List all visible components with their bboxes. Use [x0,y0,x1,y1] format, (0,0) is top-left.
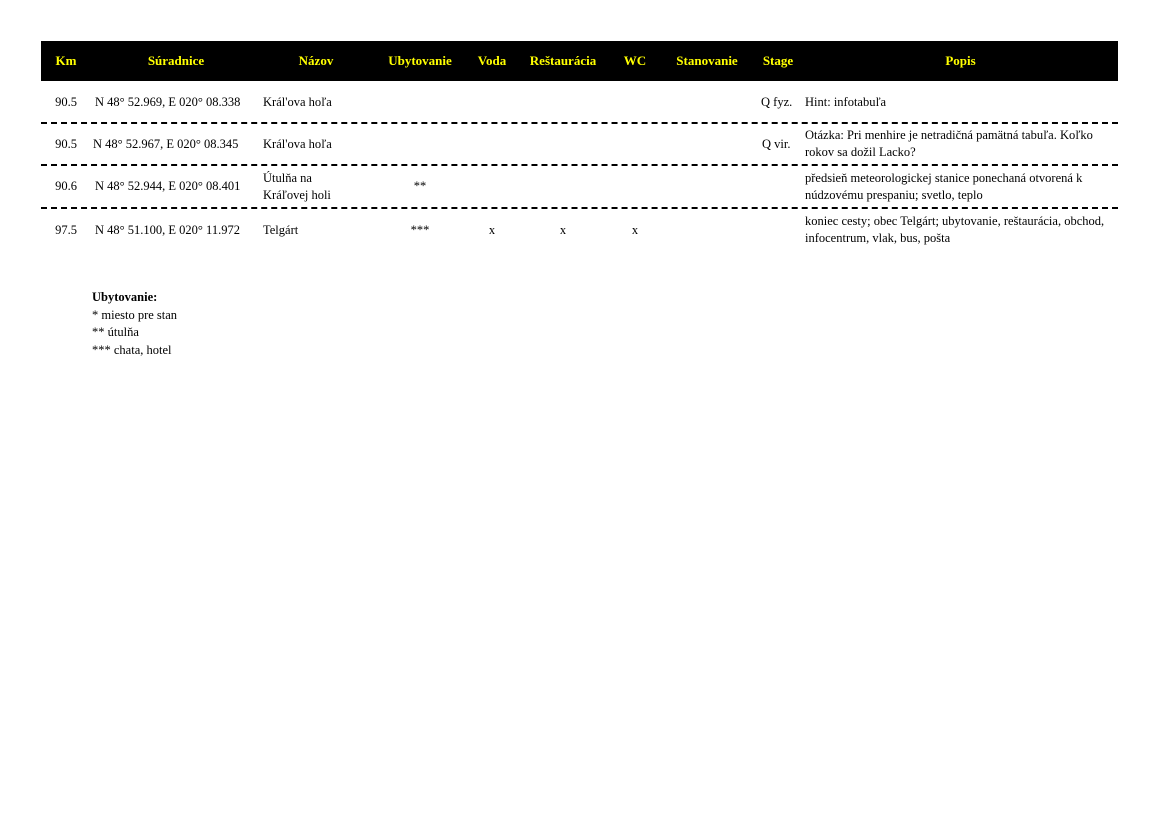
header-wc: WC [623,53,647,68]
cell-water [469,83,515,122]
cell-restaurant: x [559,223,567,237]
legend-item: * miesto pre stan [92,307,178,322]
cell-coords: N 48° 52.967, E 020° 08.345 [93,136,239,151]
cell-description: Otázka: Pri menhire je netradičná pamätná tabuľa. Koľko rokov sa dožil Lacko? [805,128,1093,159]
cell-name: Telgárt [263,223,299,237]
cell-restaurant [521,83,605,122]
cell-stage [761,209,805,252]
legend-title: Ubytovanie: [92,290,158,304]
cell-camping [665,83,749,122]
cell-km: 90.5 [55,95,77,109]
table-row [41,166,1118,209]
table-row [41,83,1118,124]
legend [92,289,177,359]
header-camping: Stanovanie [676,53,738,68]
cell-lodging: ** [413,179,427,193]
table-header [41,41,1118,81]
cell-description: předsieň meteorologickej stanice ponechaná otvorená k núdzovému prespaniu; svetlo, teplo [805,170,1083,202]
cell-lodging [381,83,459,122]
cell-restaurant [521,124,605,164]
header-description: Popis [945,53,976,68]
cell-name: Král'ova hoľa [263,95,332,109]
header-name: Názov [298,53,334,68]
table-row [41,209,1118,252]
header-water: Voda [477,53,507,68]
cell-water [469,124,515,164]
cell-lodging: *** [410,223,430,237]
cell-stage: Q vir. [762,136,791,151]
cell-camping [665,124,749,164]
header-stage: Stage [762,53,794,68]
cell-restaurant [521,166,605,207]
cell-km: 90.5 [55,136,77,151]
cell-stage: Q fyz. [761,95,793,109]
cell-name: Útulňa na Kráľovej holi [263,170,331,202]
header-restaurant: Reštaurácia [529,53,597,68]
header-km: Km [55,53,77,68]
cell-camping [665,209,749,252]
legend-item: *** chata, hotel [92,342,172,357]
cell-wc [615,124,655,164]
cell-wc: x [631,223,639,237]
cell-coords: N 48° 52.944, E 020° 08.401 [95,179,241,193]
cell-km: 90.6 [55,179,77,193]
cell-lodging [381,124,459,164]
cell-wc [615,166,655,207]
table-row [41,124,1118,166]
cell-water [469,166,515,207]
cell-camping [665,166,749,207]
cell-description: koniec cesty; obec Telgárt; ubytovanie, reštaurácia, obchod, infocentrum, vlak, bus, pošta [805,214,1105,245]
header-lodging: Ubytovanie [388,53,452,68]
cell-water: x [488,223,496,237]
cell-name: Král'ova hoľa [263,136,332,151]
legend-item: ** útulňa [92,325,139,339]
cell-stage [761,166,805,207]
cell-description: Hint: infotabuľa [805,95,887,109]
header-coords: Súradnice [147,53,205,68]
cell-km: 97.5 [55,223,77,237]
cell-coords: N 48° 51.100, E 020° 11.972 [95,223,240,237]
cell-coords: N 48° 52.969, E 020° 08.338 [95,95,241,109]
cell-wc [615,83,655,122]
